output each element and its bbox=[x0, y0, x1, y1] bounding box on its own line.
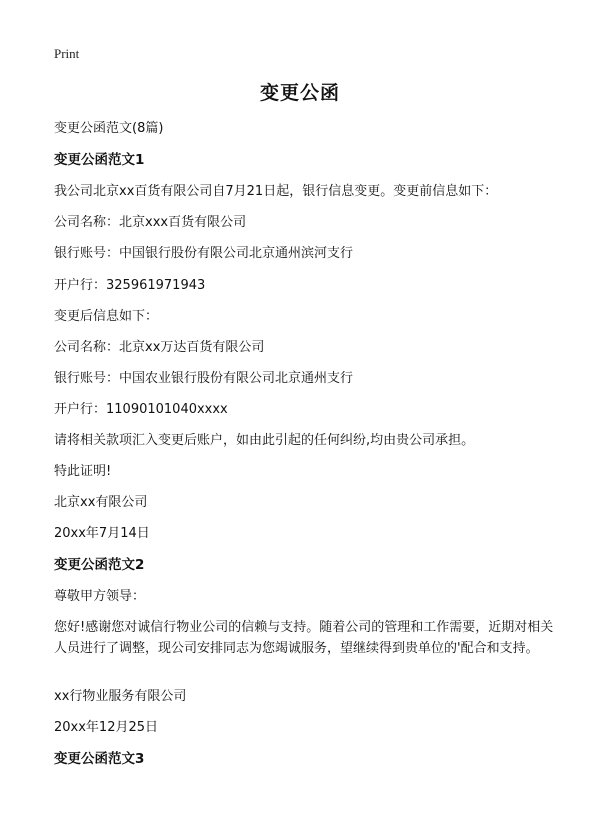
sample1-date: 20xx年7月14日 bbox=[54, 526, 150, 541]
sample1-after-label: 变更后信息如下： bbox=[54, 309, 159, 324]
sample2-date: 20xx年12月25日 bbox=[54, 720, 159, 735]
sample1-after-account: 开户行：11090101040xxxx bbox=[54, 402, 228, 417]
sample3-heading: 变更公函范文3 bbox=[54, 751, 145, 767]
sample1-intro: 我公司北京xx百货有限公司自7月21日起，银行信息变更。变更前信息如下： bbox=[54, 184, 498, 199]
sample2-salutation: 尊敬甲方领导： bbox=[54, 589, 146, 604]
sample1-heading: 变更公函范文1 bbox=[54, 152, 145, 168]
sample1-after-bank: 银行账号：中国农业银行股份有限公司北京通州支行 bbox=[54, 371, 354, 386]
sample1-signature: 北京xx有限公司 bbox=[54, 495, 148, 510]
sample1-after-company: 公司名称：北京xx万达百货有限公司 bbox=[54, 340, 265, 355]
document-title: 变更公函 bbox=[259, 82, 340, 104]
sample1-notice: 请将相关款项汇入变更后账户，如由此引起的任何纠纷,均由贵公司承担。 bbox=[54, 433, 475, 448]
print-link[interactable]: Print bbox=[54, 46, 80, 61]
sample1-before-account: 开户行：325961971943 bbox=[54, 278, 206, 293]
sample1-before-company: 公司名称：北京xxx百货有限公司 bbox=[54, 215, 247, 230]
sample2-heading: 变更公函范文2 bbox=[54, 557, 145, 573]
document-subtitle: 变更公函范文(8篇) bbox=[54, 121, 164, 136]
sample1-certify: 特此证明! bbox=[54, 464, 112, 479]
sample2-signature: xx行物业服务有限公司 bbox=[54, 689, 187, 704]
sample2-body: 您好!感谢您对诚信行物业公司的信赖与支持。随着公司的管理和工作需要，近期对相关人员进行了调整，现公司安排同志为您竭诚服务，望继续得到贵单位的'配合和支持。 bbox=[54, 620, 554, 656]
sample1-before-bank: 银行账号：中国银行股份有限公司北京通州滨河支行 bbox=[54, 246, 354, 261]
